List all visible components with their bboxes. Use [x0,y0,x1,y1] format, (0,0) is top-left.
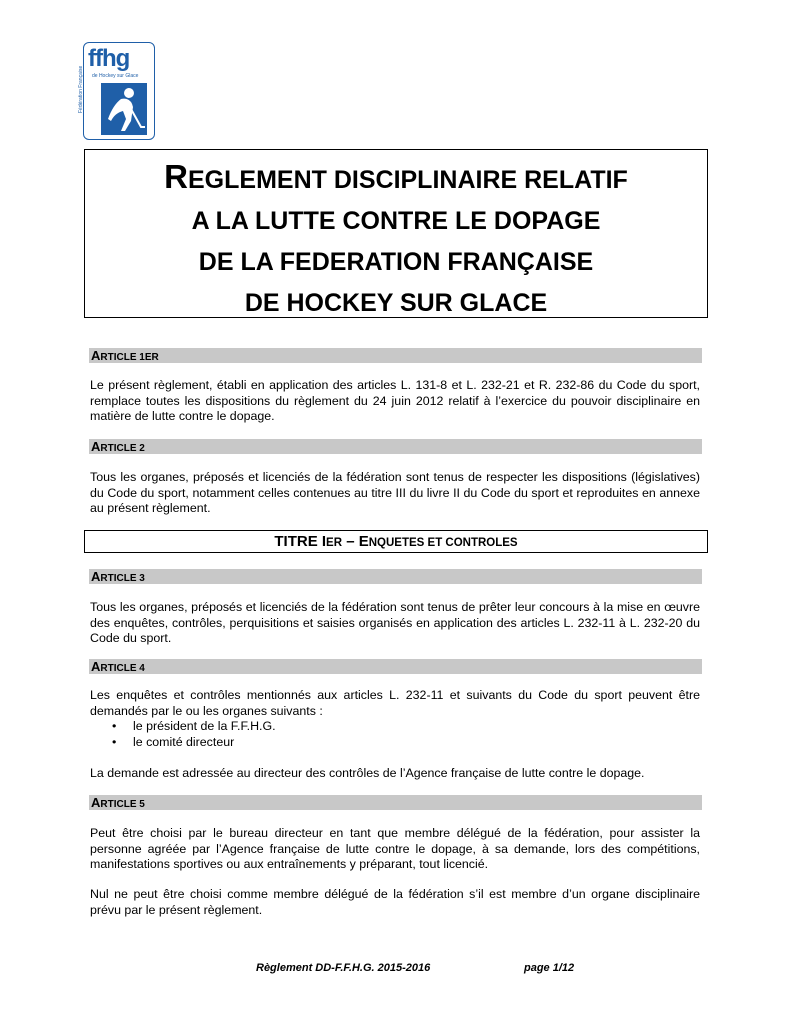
article-2-heading: ARTICLE 2 [89,439,702,454]
article-5-heading: ARTICLE 5 [89,795,702,810]
logo-side-text: Fédération Française [78,65,84,113]
title-line-1: REGLEMENT DISCIPLINAIRE RELATIF [164,158,628,195]
article-5-text: Peut être choisi par le bureau directeur en tant que membre délégué de la fédération, pour assister la personne agréée par l’Agence française de lutte contre le dopage, à sa demande, lors des compétitions, manifestations sportives ou aux entraînements y préparant, tout licencié. [90,826,700,872]
hockey-player-icon [101,83,147,135]
article-3-heading: ARTICLE 3 [89,569,702,584]
title-line-4: DE HOCKEY SUR GLACE [244,289,548,317]
title-line-3: DE LA FEDERATION FRANÇAISE [198,248,594,276]
logo-subtitle: de Hockey sur Glace [92,73,139,79]
document-title [84,149,708,318]
article-5-text-2: Nul ne peut être choisi comme membre délégué de la fédération s’il est membre d’un organe disciplinaire prévu par le présent règlement. [90,887,700,917]
footer-document-name: Règlement DD-F.F.H.G. 2015-2016 [256,962,431,974]
article-1-text: Le présent règlement, établi en application des articles L. 131-8 et L. 232-21 et R. 232-86 du Code du sport, remplace toutes les dispositions du règlement du 24 juin 2012 relatif à l’exercice du pouvoir disciplinaire en matière de lutte contre le dopage. [90,378,700,424]
titre-heading: TITRE IER – ENQUETES ET CONTROLES [84,530,708,553]
list-item: • le comité directeur [112,734,276,750]
ffhg-logo [78,42,155,140]
list-item: • le président de la F.F.H.G. [112,718,276,734]
article-2-text: Tous les organes, préposés et licenciés de la fédération sont tenus de respecter les dispositions (législatives) du Code du sport, notamment celles contenues au titre III du livre II du Code du sport et reproduites en annexe au présent règlement. [90,470,700,516]
article-3-text: Tous les organes, préposés et licenciés de la fédération sont tenus de prêter leur concours à la mise en œuvre des enquêtes, contrôles, perquisitions et saisies organisés en application des articles L. 232-11 à L. 232-20 du Code du sport. [90,600,700,646]
footer-page-number: page 1/12 [524,962,575,974]
title-line-2: A LA LUTTE CONTRE LE DOPAGE [191,207,601,235]
article-1-heading: ARTICLE 1ER [89,348,702,363]
article-4-text-2: La demande est adressée au directeur des contrôles de l’Agence française de lutte contre le dopage. [90,766,645,780]
article-4-text: Les enquêtes et contrôles mentionnés aux articles L. 232-11 et suivants du Code du sport peuvent être demandés par le ou les organes suivants : [90,688,700,718]
article-4-heading: ARTICLE 4 [89,659,702,674]
logo-text: ffhg [88,45,130,72]
article-4-bullet-list [112,718,276,750]
